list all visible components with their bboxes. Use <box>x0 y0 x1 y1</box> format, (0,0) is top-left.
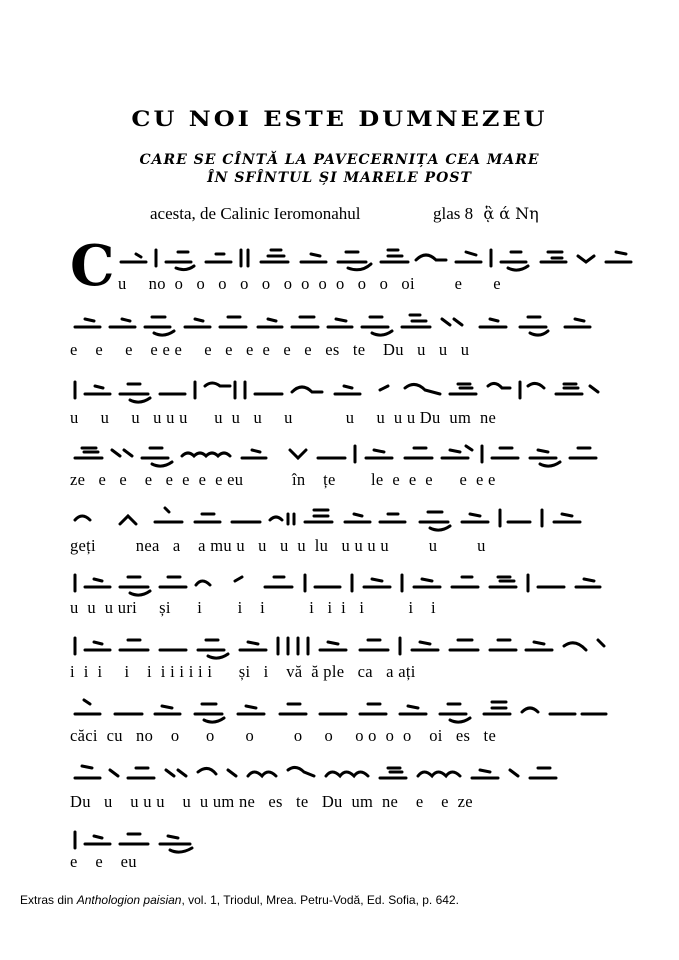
neume-line-4 <box>70 436 610 470</box>
neume-glyphs <box>70 500 610 534</box>
lyrics-line-4: ze e e e e e e e eu în țe le e e e e e e <box>70 470 496 489</box>
neume-glyphs <box>70 628 610 662</box>
mode-signature: ᾃ ά Νη <box>483 204 539 223</box>
neume-glyphs <box>70 822 210 856</box>
page-title: CU NOI ESTE DUMNEZEU <box>131 105 548 132</box>
mode-indicator <box>433 204 539 224</box>
lyrics-line-1: u no o o o o o o o o o o o oi e e <box>118 274 501 293</box>
neume-line-5 <box>70 500 610 534</box>
neume-line-3 <box>70 372 610 406</box>
neume-line-2 <box>70 305 610 339</box>
neume-glyphs <box>116 240 656 274</box>
lyrics-line-2: e e e e e e e e e e e e es te Du u u u <box>70 340 470 359</box>
initial-letter: C <box>70 233 115 299</box>
neume-line-10 <box>70 822 210 856</box>
neume-glyphs <box>70 372 610 406</box>
neume-line-6 <box>70 565 610 599</box>
neume-glyphs <box>70 436 610 470</box>
neume-glyphs <box>70 692 610 726</box>
neume-line-9 <box>70 756 610 790</box>
source-footnote <box>20 893 459 907</box>
composer-attribution: acesta, de Calinic Ieromonahul <box>150 204 361 223</box>
neume-line-1 <box>116 240 616 274</box>
subtitle-line-1: CARE SE CÎNTĂ LA PAVECERNIȚA CEA MARE <box>139 152 540 168</box>
lyrics-line-7: i i i i i i i i i i i și i vă ă ple ca a ați <box>70 662 416 681</box>
neume-line-8 <box>70 692 610 726</box>
lyrics-line-8: căci cu no o o o o o o o o o oi es te <box>70 726 497 745</box>
footnote-suffix: , vol. 1, Triodul, Mrea. Petru-Vodă, Ed. Sofia, p. 642. <box>181 893 459 907</box>
neume-glyphs <box>70 756 610 790</box>
lyrics-line-9: Du u u u u u u um ne es te Du um ne e e ze <box>70 792 473 811</box>
mode-label: glas 8 <box>433 204 474 223</box>
lyrics-line-3: u u u u u u u u u u u u u u Du um ne <box>70 408 497 427</box>
subtitle-line-2: ÎN SFÎNTUL ȘI MARELE POST <box>207 170 472 186</box>
footnote-prefix: Extras din <box>20 893 77 907</box>
neume-line-7 <box>70 628 610 662</box>
lyrics-line-10: e e eu <box>70 852 137 871</box>
lyrics-line-6: u u u uri și i i i i i i i i i <box>70 598 436 617</box>
neume-glyphs <box>70 565 610 599</box>
lyrics-line-5: geți nea a a mu u u u u lu u u u u u u <box>70 536 486 555</box>
neume-glyphs <box>70 305 610 339</box>
footnote-book-title: Anthologion paisian <box>76 893 182 907</box>
